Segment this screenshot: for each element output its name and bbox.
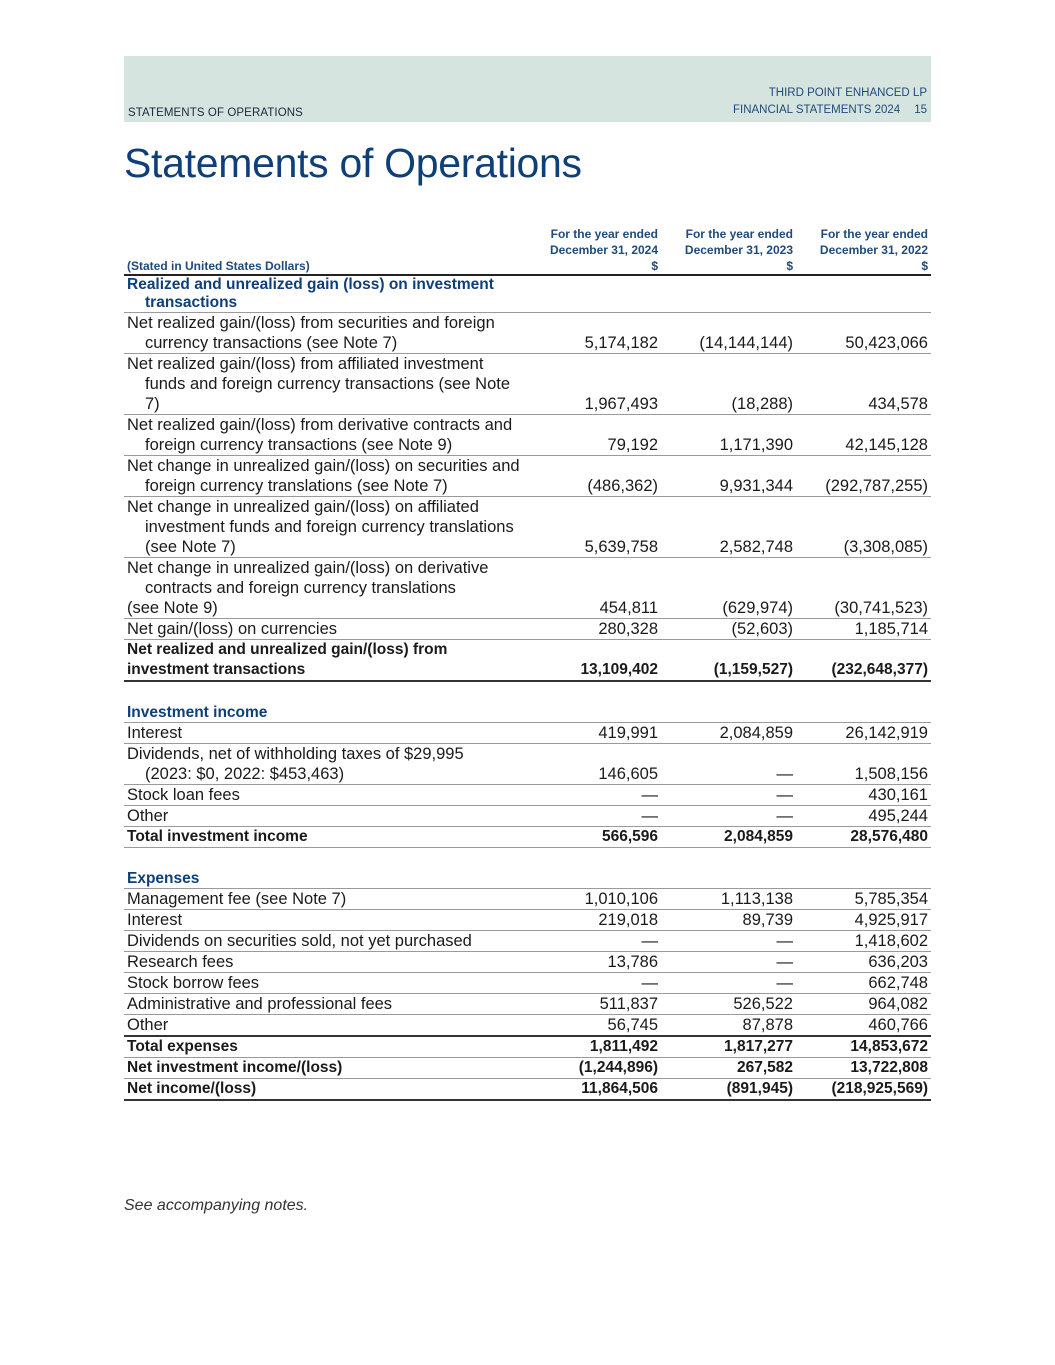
row-label: Net realized gain/(loss) from derivative contracts and foreign currency transactions (see Note 9)	[124, 415, 526, 456]
value-2024: 13,786	[526, 952, 661, 973]
value-2022: 28,576,480	[796, 827, 931, 848]
column-header-2022: For the year ended December 31, 2022 $	[796, 226, 931, 275]
value-2023: —	[661, 952, 796, 973]
value-2022: 460,766	[796, 1015, 931, 1037]
value-2022: (218,925,569)	[796, 1079, 931, 1101]
spacer	[124, 848, 931, 871]
row-label: Research fees	[124, 952, 526, 973]
value-2022: 964,082	[796, 994, 931, 1015]
table-row	[124, 785, 931, 806]
value-2022: 1,185,714	[796, 619, 931, 640]
value-2022: (3,308,085)	[796, 497, 931, 558]
section-heading: Investment income	[124, 704, 931, 723]
value-2023: (891,945)	[661, 1079, 796, 1101]
value-2023: 1,171,390	[661, 415, 796, 456]
value-2023: 267,582	[661, 1058, 796, 1079]
total-row-income	[124, 827, 931, 848]
value-2023: (52,603)	[661, 619, 796, 640]
table-row	[124, 910, 931, 931]
value-2024: 5,639,758	[526, 497, 661, 558]
value-2022: 430,161	[796, 785, 931, 806]
value-2022: 13,722,808	[796, 1058, 931, 1079]
value-2023: —	[661, 806, 796, 827]
table-row	[124, 952, 931, 973]
table-row	[124, 313, 931, 354]
table-row	[124, 619, 931, 640]
row-label: Net change in unrealized gain/(loss) on affiliated investment funds and foreign currency translations (see Note 7)	[124, 497, 526, 558]
section-heading-realized	[124, 275, 931, 313]
row-label: Other	[124, 806, 526, 827]
value-2022: 636,203	[796, 952, 931, 973]
value-2024: —	[526, 973, 661, 994]
value-2024: 511,837	[526, 994, 661, 1015]
table-row	[124, 973, 931, 994]
header-document-info	[733, 85, 927, 119]
page-title: Statements of Operations	[124, 140, 582, 186]
row-label: Total investment income	[124, 827, 526, 848]
value-2024: 566,596	[526, 827, 661, 848]
table-row	[124, 994, 931, 1015]
value-2024: (486,362)	[526, 456, 661, 497]
table-row	[124, 497, 931, 558]
header-section-name: STATEMENTS OF OPERATIONS	[128, 107, 303, 119]
row-label: Administrative and professional fees	[124, 994, 526, 1015]
row-label: Dividends on securities sold, not yet purchased	[124, 931, 526, 952]
value-2023: —	[661, 973, 796, 994]
section-heading-expenses	[124, 870, 931, 889]
value-2023: —	[661, 785, 796, 806]
value-2024: 56,745	[526, 1015, 661, 1037]
value-2024: 219,018	[526, 910, 661, 931]
value-2023: 2,582,748	[661, 497, 796, 558]
row-label: Total expenses	[124, 1036, 526, 1058]
value-2023: (1,159,527)	[661, 640, 796, 682]
value-2024: —	[526, 785, 661, 806]
value-2022: 434,578	[796, 354, 931, 415]
table-row	[124, 1015, 931, 1037]
value-2023: —	[661, 744, 796, 785]
value-2023: (18,288)	[661, 354, 796, 415]
table-row	[124, 806, 931, 827]
row-label: Interest	[124, 910, 526, 931]
value-2024: 13,109,402	[526, 640, 661, 682]
row-label: Stock borrow fees	[124, 973, 526, 994]
table-row	[124, 723, 931, 744]
section-heading: Realized and unrealized gain (loss) on investment transactions	[124, 275, 931, 313]
table-header-row	[124, 226, 931, 275]
value-2022: 26,142,919	[796, 723, 931, 744]
row-label: Net investment income/(loss)	[124, 1058, 526, 1079]
value-2023: 1,113,138	[661, 889, 796, 910]
value-2024: 5,174,182	[526, 313, 661, 354]
net-income-row	[124, 1079, 931, 1101]
value-2022: 42,145,128	[796, 415, 931, 456]
table-row	[124, 931, 931, 952]
value-2024: 11,864,506	[526, 1079, 661, 1101]
row-label: Stock loan fees	[124, 785, 526, 806]
value-2024: 1,811,492	[526, 1036, 661, 1058]
table-row	[124, 456, 931, 497]
value-2024: 1,967,493	[526, 354, 661, 415]
table-row	[124, 558, 931, 619]
value-2022: 5,785,354	[796, 889, 931, 910]
column-header-2023: For the year ended December 31, 2023 $	[661, 226, 796, 275]
table-row	[124, 889, 931, 910]
row-label: Net gain/(loss) on currencies	[124, 619, 526, 640]
table-row	[124, 354, 931, 415]
page-number: 15	[914, 104, 927, 116]
value-2024: 419,991	[526, 723, 661, 744]
value-2023: 9,931,344	[661, 456, 796, 497]
value-2024: (1,244,896)	[526, 1058, 661, 1079]
value-2022: 4,925,917	[796, 910, 931, 931]
value-2023: 1,817,277	[661, 1036, 796, 1058]
footnote: See accompanying notes.	[124, 1197, 309, 1214]
net-investment-income-row	[124, 1058, 931, 1079]
value-2022: (292,787,255)	[796, 456, 931, 497]
section-heading-income	[124, 704, 931, 723]
value-2022: 1,508,156	[796, 744, 931, 785]
section-heading: Expenses	[124, 870, 931, 889]
row-label: Net realized and unrealized gain/(loss) from investment transactions	[124, 640, 526, 682]
value-2022: (232,648,377)	[796, 640, 931, 682]
spacer	[124, 681, 931, 704]
value-2023: 2,084,859	[661, 723, 796, 744]
value-2023: 89,739	[661, 910, 796, 931]
page-header	[124, 56, 931, 122]
statement-table	[124, 226, 931, 1101]
value-2024: —	[526, 806, 661, 827]
value-2023: —	[661, 931, 796, 952]
value-2023: (629,974)	[661, 558, 796, 619]
units-label: (Stated in United States Dollars)	[124, 226, 526, 275]
value-2022: (30,741,523)	[796, 558, 931, 619]
value-2022: 495,244	[796, 806, 931, 827]
table-row	[124, 415, 931, 456]
value-2024: 79,192	[526, 415, 661, 456]
value-2024: 454,811	[526, 558, 661, 619]
value-2023: 526,522	[661, 994, 796, 1015]
value-2022: 1,418,602	[796, 931, 931, 952]
value-2024: —	[526, 931, 661, 952]
value-2024: 146,605	[526, 744, 661, 785]
value-2022: 662,748	[796, 973, 931, 994]
value-2022: 14,853,672	[796, 1036, 931, 1058]
row-label: Net income/(loss)	[124, 1079, 526, 1101]
row-label: Management fee (see Note 7)	[124, 889, 526, 910]
header-document-name: FINANCIAL STATEMENTS 2024	[732, 104, 901, 116]
row-label: Net change in unrealized gain/(loss) on securities and foreign currency translations (see Note 7)	[124, 456, 526, 497]
row-label: Dividends, net of withholding taxes of $29,995 (2023: $0, 2022: $453,463)	[124, 744, 526, 785]
row-label: Net realized gain/(loss) from affiliated investment funds and foreign currency transactions (see Note 7)	[124, 354, 526, 415]
value-2024: 280,328	[526, 619, 661, 640]
value-2022: 50,423,066	[796, 313, 931, 354]
row-label: Net realized gain/(loss) from securities and foreign currency transactions (see Note 7)	[124, 313, 526, 354]
header-entity: THIRD POINT ENHANCED LP	[768, 87, 927, 99]
value-2023: (14,144,144)	[661, 313, 796, 354]
table-row	[124, 744, 931, 785]
total-row-realized	[124, 640, 931, 682]
row-label: Other	[124, 1015, 526, 1037]
row-label: Interest	[124, 723, 526, 744]
row-label: Net change in unrealized gain/(loss) on derivative contracts and foreign currency translations (see Note 9)	[124, 558, 526, 619]
value-2024: 1,010,106	[526, 889, 661, 910]
value-2023: 87,878	[661, 1015, 796, 1037]
value-2023: 2,084,859	[661, 827, 796, 848]
column-header-2024: For the year ended December 31, 2024 $	[526, 226, 661, 275]
total-row-expenses	[124, 1036, 931, 1058]
